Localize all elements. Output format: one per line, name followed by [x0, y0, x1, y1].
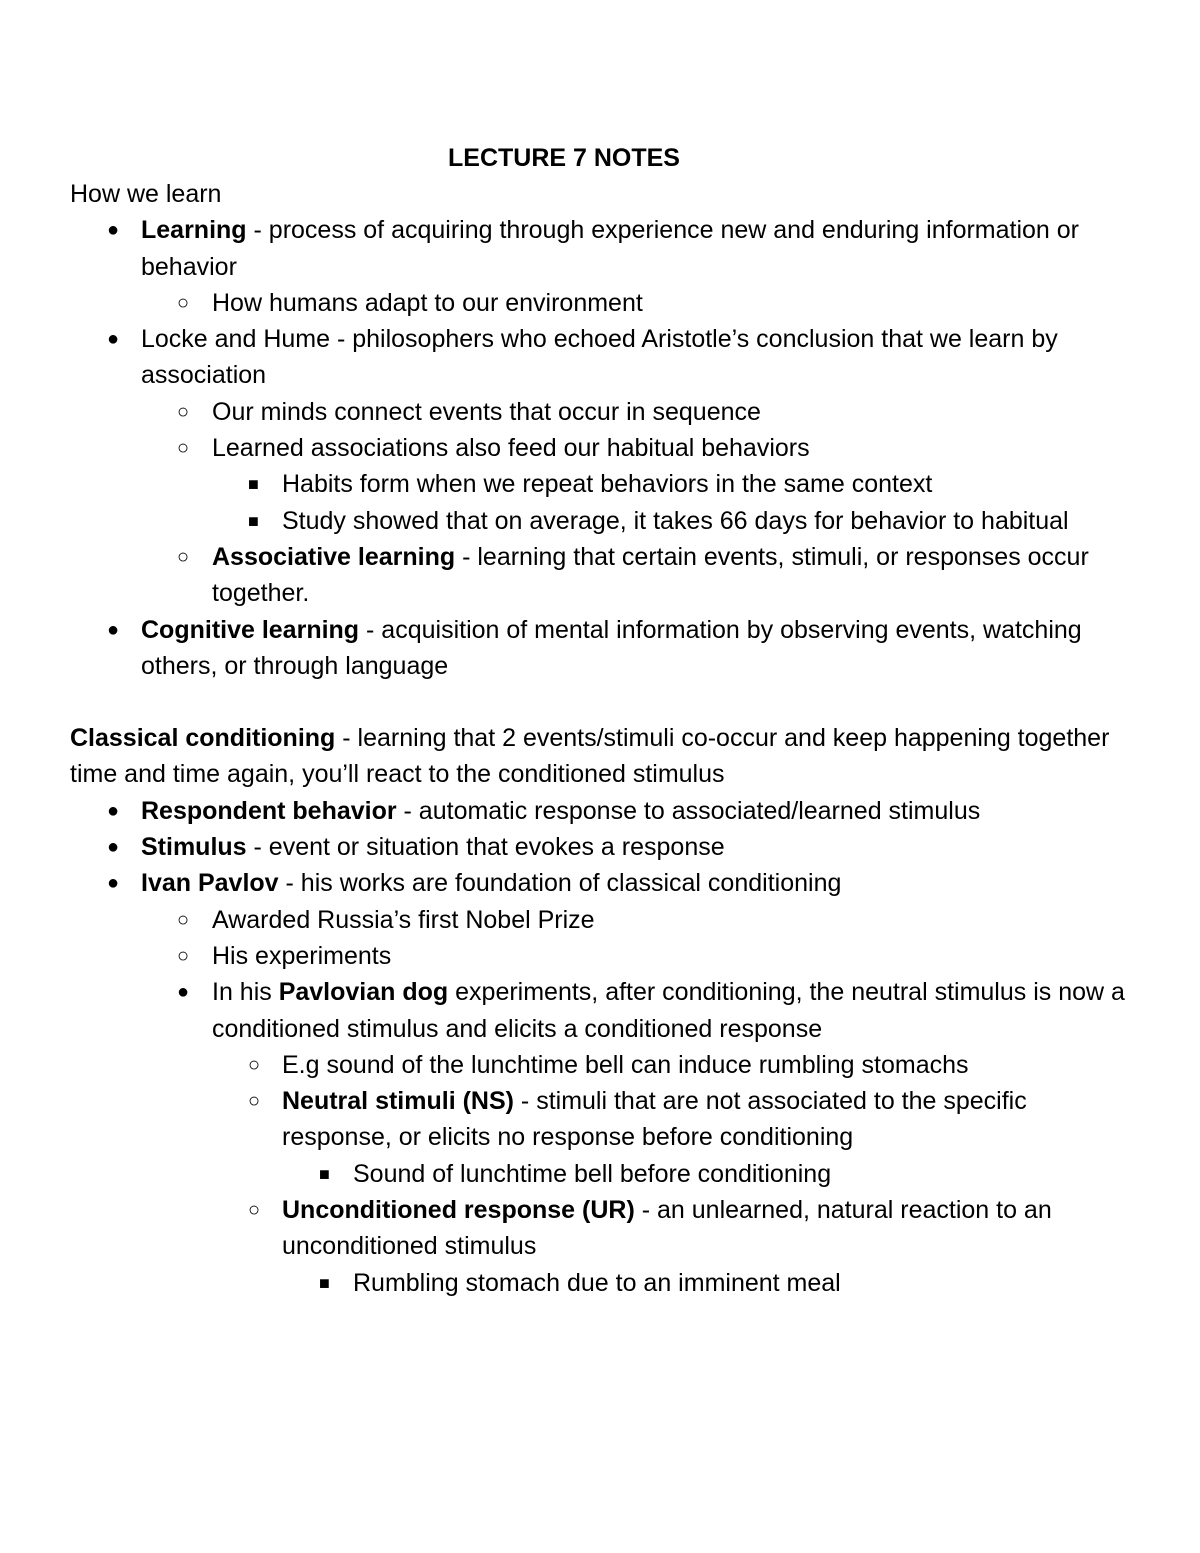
paragraph-classical-conditioning [70, 720, 1130, 793]
bullet-circle-icon: ○ [177, 291, 190, 314]
bullet-disc-icon: ● [107, 872, 120, 895]
list-item-text: Learned associations also feed our habitual behaviors [212, 434, 810, 463]
bullet-circle-icon: ○ [177, 908, 190, 931]
list-item-cognitive-learning [70, 612, 1130, 685]
term-associative-learning: Associative learning [212, 542, 456, 571]
list-item-text: Our minds connect events that occur in sequence [212, 397, 761, 426]
bullet-disc-icon: ● [107, 328, 120, 351]
bullet-circle-icon: ○ [248, 1199, 261, 1222]
definition-stimulus: - event or situation that evokes a response [246, 833, 725, 862]
definition-respondent-behavior: - automatic response to associated/learned stimulus [396, 796, 981, 825]
page-title: LECTURE 7 NOTES [448, 144, 680, 172]
bullet-disc-icon: ● [107, 219, 120, 242]
bullet-circle-icon: ○ [177, 437, 190, 460]
list-item-habits-form [70, 466, 1130, 502]
list-item-nobel-prize [70, 902, 1130, 938]
term-learning: Learning [141, 216, 247, 245]
bullet-square-icon: ■ [319, 1272, 330, 1293]
bullet-disc-icon: ● [107, 799, 120, 822]
list-item-bell-before-conditioning [70, 1156, 1130, 1192]
term-pavlovian-dog: Pavlovian dog [278, 978, 449, 1007]
definition-ivan-pavlov: - his works are foundation of classical conditioning [278, 869, 842, 898]
bullet-disc-icon: ● [107, 618, 120, 641]
term-stimulus: Stimulus [141, 833, 247, 862]
definition-neutral-stimuli: - stimuli that are not associated to the specific response, or elicits no response before conditioning [282, 1087, 1027, 1152]
definition-learning: - process of acquiring through experience new and enduring information or behavior [141, 216, 1080, 281]
bullet-disc-icon: ● [177, 981, 190, 1004]
list-item-66-days [70, 503, 1130, 539]
term-respondent-behavior: Respondent behavior [141, 796, 397, 825]
bullet-square-icon: ■ [248, 474, 259, 495]
definition-classical-conditioning: - learning that 2 events/stimuli co-occur and keep happening together time and time again, you’ll react to the conditioned stimulus [70, 724, 1110, 789]
list-item-text: Habits form when we repeat behaviors in the same context [282, 470, 933, 499]
list-item-his-experiments [70, 938, 1130, 974]
definition-unconditioned-response: - an unlearned, natural reaction to an unconditioned stimulus [282, 1196, 1052, 1261]
list-item-learned-associations [70, 430, 1130, 466]
bullet-circle-icon: ○ [177, 400, 190, 423]
list-item-text: Study showed that on average, it takes 66 days for behavior to habitual [282, 506, 1069, 535]
list-item-stimulus [70, 829, 1130, 865]
list-item-pavlovian-dog [70, 974, 1130, 1047]
paragraph-spacer [70, 684, 1130, 720]
term-classical-conditioning: Classical conditioning [70, 724, 336, 753]
list-item-respondent-behavior [70, 793, 1130, 829]
list-item-locke-hume [70, 321, 1130, 394]
definition-cognitive-learning: - acquisition of mental information by observing events, watching others, or through language [141, 615, 1082, 680]
list-item-text: E.g sound of the lunchtime bell can induce rumbling stomachs [282, 1050, 969, 1079]
list-item-adapt [70, 285, 1130, 321]
list-item-text: How humans adapt to our environment [212, 288, 643, 317]
bullet-circle-icon: ○ [248, 1090, 261, 1113]
list-item-unconditioned-response [70, 1192, 1130, 1265]
list-item-text: His experiments [212, 941, 392, 970]
list-item-lunchtime-bell-example [70, 1047, 1130, 1083]
term-ivan-pavlov: Ivan Pavlov [141, 869, 279, 898]
bullet-square-icon: ■ [319, 1163, 330, 1184]
definition-associative-learning: - learning that certain events, stimuli, or responses occur together. [212, 542, 1089, 608]
bullet-disc-icon: ● [107, 836, 120, 859]
list-item-text: Awarded Russia’s first Nobel Prize [212, 905, 595, 934]
term-unconditioned-response: Unconditioned response (UR) [282, 1196, 635, 1225]
list-item-learning [70, 212, 1130, 285]
list-item-text: Locke and Hume - philosophers who echoed Aristotle’s conclusion that we learn by association [141, 325, 1058, 390]
list-item-minds-connect [70, 394, 1130, 430]
term-cognitive-learning: Cognitive learning [141, 615, 360, 644]
bullet-circle-icon: ○ [248, 1053, 261, 1076]
list-item-text-post: experiments, after conditioning, the neutral stimulus is now a conditioned stimulus and elicits a conditioned response [212, 978, 1125, 1043]
term-neutral-stimuli: Neutral stimuli (NS) [282, 1087, 514, 1116]
section-heading-how-we-learn: How we learn [70, 180, 222, 208]
list-item-neutral-stimuli [70, 1083, 1130, 1156]
bullet-square-icon: ■ [248, 510, 259, 531]
list-item-associative-learning [70, 539, 1130, 612]
list-item-ivan-pavlov [70, 865, 1130, 901]
list-item-rumbling-stomach [70, 1265, 1130, 1301]
document-body [70, 176, 1130, 1301]
list-item-text-pre: In his [212, 978, 279, 1007]
list-item-text: Sound of lunchtime bell before conditioning [353, 1159, 832, 1188]
bullet-circle-icon: ○ [177, 944, 190, 967]
list-item-text: Rumbling stomach due to an imminent meal [353, 1268, 841, 1297]
bullet-circle-icon: ○ [177, 545, 190, 568]
